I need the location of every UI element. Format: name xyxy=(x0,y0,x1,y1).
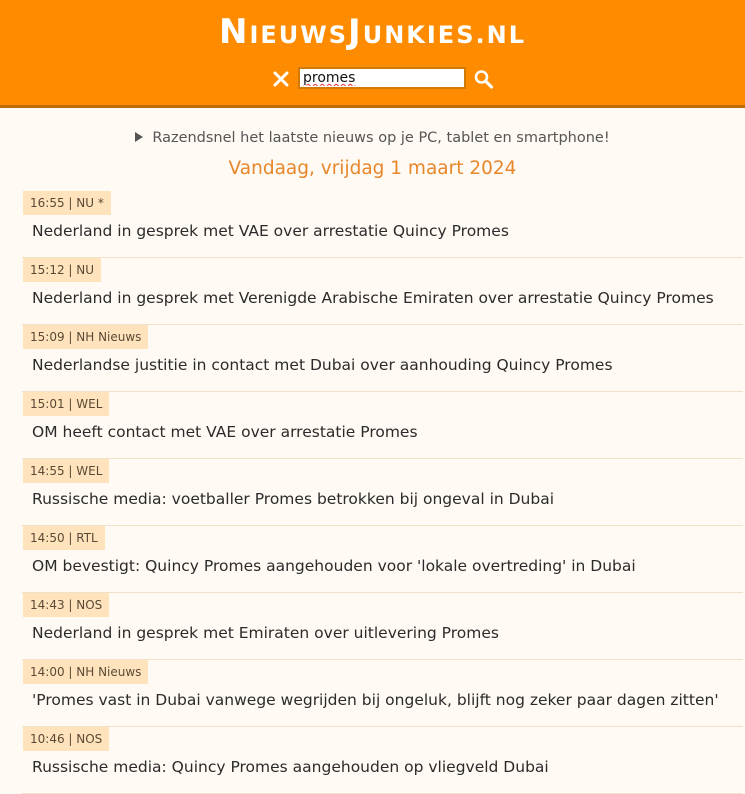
news-item xyxy=(22,258,743,325)
news-item xyxy=(22,325,743,392)
news-item xyxy=(22,459,743,526)
news-headline-link[interactable]: Nederland in gesprek met Emiraten over uitlevering Promes xyxy=(32,624,499,642)
news-item xyxy=(22,727,743,794)
news-list xyxy=(22,191,743,794)
tagline-text: Razendsnel het laatste nieuws op je PC, tablet en smartphone! xyxy=(152,130,610,146)
news-meta: 15:12 | NU xyxy=(23,258,101,282)
news-item xyxy=(22,526,743,593)
news-headline-link[interactable]: Russische media: Quincy Promes aangehouden op vliegveld Dubai xyxy=(32,758,549,776)
news-headline-link[interactable]: OM bevestigt: Quincy Promes aangehouden voor 'lokale overtreding' in Dubai xyxy=(32,557,636,575)
date-heading: Vandaag, vrijdag 1 maart 2024 xyxy=(228,158,517,179)
news-item xyxy=(22,191,743,258)
play-icon xyxy=(135,132,143,142)
news-headline-link[interactable]: 'Promes vast in Dubai vanwege wegrijden bij ongeluk, blijft nog zeker paar dagen zitten' xyxy=(32,691,719,709)
news-headline-link[interactable]: Nederland in gesprek met VAE over arrestatie Quincy Promes xyxy=(32,222,509,240)
close-icon[interactable] xyxy=(272,67,292,91)
news-meta: 16:55 | NU * xyxy=(23,191,111,215)
site-logo[interactable]: NIEUWSJUNKIES.NL xyxy=(219,12,526,52)
news-item xyxy=(22,593,743,660)
news-meta: 14:43 | NOS xyxy=(23,593,109,617)
news-headline-link[interactable]: Nederlandse justitie in contact met Dubai over aanhouding Quincy Promes xyxy=(32,356,613,374)
site-header xyxy=(0,0,745,108)
news-headline-link[interactable]: OM heeft contact met VAE over arrestatie Promes xyxy=(32,423,418,441)
news-meta: 10:46 | NOS xyxy=(23,727,109,751)
news-meta: 14:55 | WEL xyxy=(23,459,109,483)
tagline xyxy=(0,128,745,148)
search-icon[interactable] xyxy=(473,67,495,91)
news-meta: 14:50 | RTL xyxy=(23,526,105,550)
news-meta: 14:00 | NH Nieuws xyxy=(23,660,148,684)
news-meta: 15:01 | WEL xyxy=(23,392,109,416)
news-item xyxy=(22,392,743,459)
news-headline-link[interactable]: Russische media: voetballer Promes betrokken bij ongeval in Dubai xyxy=(32,490,555,508)
news-headline-link[interactable]: Nederland in gesprek met Verenigde Arabische Emiraten over arrestatie Quincy Promes xyxy=(32,289,714,307)
news-item xyxy=(22,660,743,727)
search-input[interactable] xyxy=(298,67,466,89)
news-meta: 15:09 | NH Nieuws xyxy=(23,325,148,349)
search-bar xyxy=(272,67,502,91)
